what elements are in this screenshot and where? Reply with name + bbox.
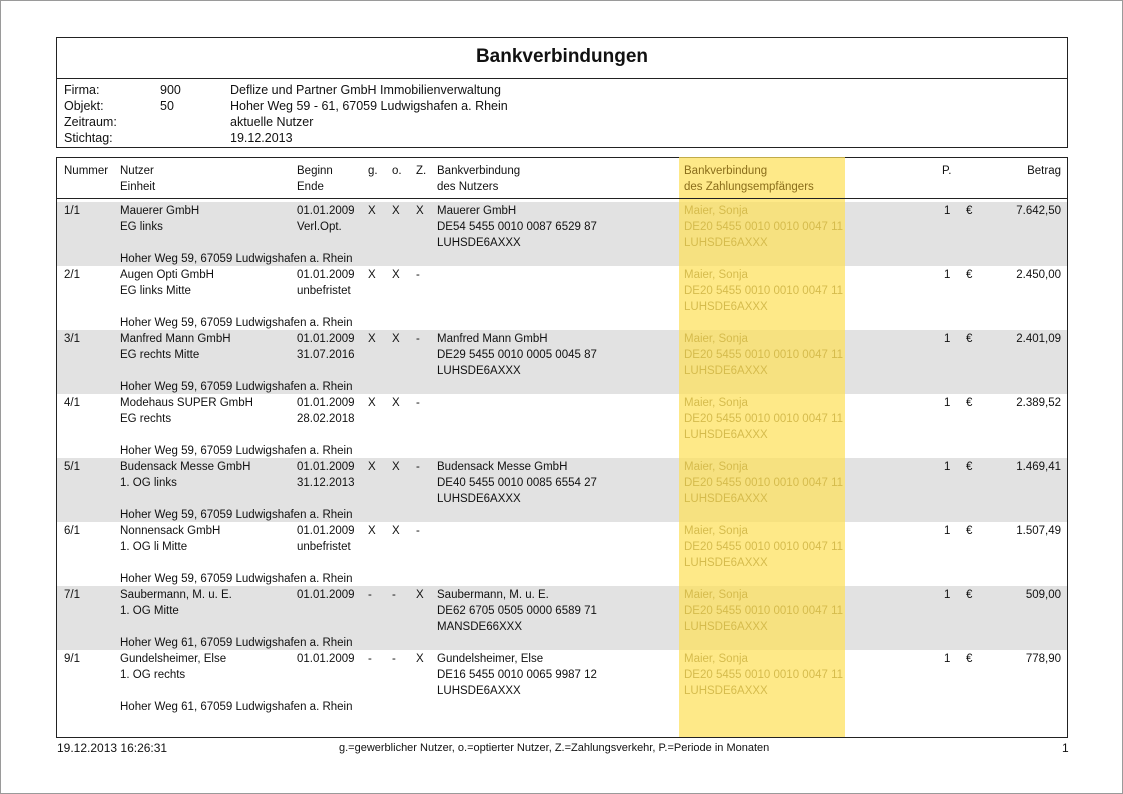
cell-g: X [368, 525, 376, 537]
footer-divider [56, 737, 1068, 738]
cell-o: X [392, 333, 400, 345]
cell-g: X [368, 333, 376, 345]
cell-nummer: 9/1 [64, 653, 80, 665]
cell-nummer: 2/1 [64, 269, 80, 281]
info-value: 19.12.2013 [230, 131, 293, 145]
cell-bank-name: Budensack Messe GmbH [437, 461, 568, 473]
cell-beginn: 01.01.2009 [297, 269, 355, 281]
cell-einheit: EG links [120, 221, 163, 233]
cell-einheit: EG rechts Mitte [120, 349, 200, 361]
info-value: Hoher Weg 59 - 61, 67059 Ludwigshafen a. Rhein [230, 99, 508, 113]
info-label: Firma: [64, 83, 100, 97]
cell-bank-bic: LUHSDE6AXXX [437, 237, 521, 249]
cell-z: X [416, 653, 424, 665]
cell-nutzer: Modehaus SUPER GmbH [120, 397, 253, 409]
header-z: Z. [416, 165, 427, 177]
header-payee-line1: Bankverbindung [684, 165, 768, 177]
cell-einheit: 1. OG rechts [120, 669, 186, 681]
cell-o: - [392, 589, 396, 601]
cell-ende: Verl.Opt. [297, 221, 342, 233]
footer-legend: g.=gewerblicher Nutzer, o.=optierter Nutzer, Z.=Zahlungsverkehr, P.=Periode in Monaten [339, 742, 770, 754]
cell-z: X [416, 589, 424, 601]
info-label: Stichtag: [64, 131, 113, 145]
cell-z: - [416, 269, 420, 281]
cell-nutzer: Mauerer GmbH [120, 205, 200, 217]
cell-o: - [392, 653, 396, 665]
info-code: 900 [160, 83, 181, 97]
cell-betrag: 2.450,00 [1016, 269, 1061, 281]
cell-betrag: 1.469,41 [1016, 461, 1061, 473]
cell-nutzer: Nonnensack GmbH [120, 525, 221, 537]
header-p: P. [942, 165, 952, 177]
cell-nummer: 6/1 [64, 525, 80, 537]
cell-nummer: 3/1 [64, 333, 80, 345]
cell-currency: € [966, 269, 973, 281]
info-code: 50 [160, 99, 174, 113]
cell-o: X [392, 461, 400, 473]
title-divider [57, 78, 1067, 79]
cell-z: - [416, 333, 420, 345]
header-o: o. [392, 165, 402, 177]
table-row [57, 202, 1067, 266]
report-title: Bankverbindungen [475, 46, 649, 67]
header-nummer: Nummer [64, 165, 109, 177]
table-row [57, 586, 1067, 650]
cell-g: - [368, 653, 372, 665]
cell-beginn: 01.01.2009 [297, 589, 355, 601]
cell-g: X [368, 461, 376, 473]
cell-p: 1 [944, 333, 951, 345]
cell-address: Hoher Weg 59, 67059 Ludwigshafen a. Rhein [120, 509, 353, 521]
cell-p: 1 [944, 205, 951, 217]
table-row [57, 650, 1067, 714]
cell-p: 1 [944, 461, 951, 473]
header-payee-line2: des Zahlungsempfängers [684, 181, 814, 193]
cell-betrag: 509,00 [1025, 589, 1061, 601]
cell-address: Hoher Weg 59, 67059 Ludwigshafen a. Rhein [120, 573, 353, 585]
cell-z: - [416, 525, 420, 537]
cell-address: Hoher Weg 61, 67059 Ludwigshafen a. Rhein [120, 637, 353, 649]
cell-bank-bic: MANSDE66XXX [437, 621, 523, 633]
header-beginn: Beginn [297, 165, 333, 177]
cell-nutzer: Saubermann, M. u. E. [120, 589, 232, 601]
cell-bank-bic: LUHSDE6AXXX [437, 365, 521, 377]
cell-z: - [416, 461, 420, 473]
info-row-zeitraum [57, 115, 1067, 131]
cell-p: 1 [944, 397, 951, 409]
cell-g: X [368, 269, 376, 281]
cell-currency: € [966, 333, 973, 345]
table-row [57, 266, 1067, 330]
cell-nummer: 4/1 [64, 397, 80, 409]
header-nutzer: Nutzer [120, 165, 154, 177]
cell-bank-iban: DE16 5455 0010 0065 9987 12 [437, 669, 597, 681]
cell-bank-iban: DE62 6705 0505 0000 6589 71 [437, 605, 597, 617]
cell-z: X [416, 205, 424, 217]
cell-ende: unbefristet [297, 285, 351, 297]
header-g: g. [368, 165, 378, 177]
cell-nutzer: Augen Opti GmbH [120, 269, 214, 281]
cell-nutzer: Gundelsheimer, Else [120, 653, 227, 665]
cell-bank-bic: LUHSDE6AXXX [437, 685, 521, 697]
cell-nummer: 1/1 [64, 205, 80, 217]
cell-currency: € [966, 589, 973, 601]
header-ende: Ende [297, 181, 324, 193]
cell-nutzer: Budensack Messe GmbH [120, 461, 251, 473]
info-label: Objekt: [64, 99, 104, 113]
footer-page-number: 1 [1062, 741, 1069, 755]
cell-currency: € [966, 653, 973, 665]
info-row-stichtag [57, 131, 1067, 147]
cell-bank-name: Mauerer GmbH [437, 205, 517, 217]
header-einheit: Einheit [120, 181, 156, 193]
cell-betrag: 2.401,09 [1016, 333, 1061, 345]
cell-bank-iban: DE54 5455 0010 0087 6529 87 [437, 221, 597, 233]
cell-bank-name: Manfred Mann GmbH [437, 333, 548, 345]
cell-g: - [368, 589, 372, 601]
cell-p: 1 [944, 589, 951, 601]
cell-p: 1 [944, 269, 951, 281]
report-header-box [56, 37, 1068, 148]
cell-currency: € [966, 397, 973, 409]
cell-nutzer: Manfred Mann GmbH [120, 333, 231, 345]
cell-nummer: 7/1 [64, 589, 80, 601]
table-row [57, 522, 1067, 586]
info-row-firma [57, 83, 1067, 99]
cell-beginn: 01.01.2009 [297, 397, 355, 409]
cell-bank-iban: DE29 5455 0010 0005 0045 87 [437, 349, 597, 361]
cell-betrag: 2.389,52 [1016, 397, 1061, 409]
cell-address: Hoher Weg 59, 67059 Ludwigshafen a. Rhein [120, 317, 353, 329]
cell-currency: € [966, 461, 973, 473]
cell-einheit: 1. OG links [120, 477, 177, 489]
cell-address: Hoher Weg 59, 67059 Ludwigshafen a. Rhein [120, 253, 353, 265]
cell-beginn: 01.01.2009 [297, 525, 355, 537]
cell-o: X [392, 525, 400, 537]
cell-o: X [392, 269, 400, 281]
cell-address: Hoher Weg 59, 67059 Ludwigshafen a. Rhein [120, 445, 353, 457]
cell-g: X [368, 205, 376, 217]
table-row [57, 458, 1067, 522]
cell-z: - [416, 397, 420, 409]
cell-beginn: 01.01.2009 [297, 333, 355, 345]
cell-address: Hoher Weg 61, 67059 Ludwigshafen a. Rhein [120, 701, 353, 713]
info-row-objekt [57, 99, 1067, 115]
cell-address: Hoher Weg 59, 67059 Ludwigshafen a. Rhein [120, 381, 353, 393]
header-bank-line1: Bankverbindung [437, 165, 521, 177]
cell-beginn: 01.01.2009 [297, 461, 355, 473]
header-divider [56, 198, 1068, 199]
cell-betrag: 778,90 [1025, 653, 1061, 665]
cell-bank-bic: LUHSDE6AXXX [437, 493, 521, 505]
cell-currency: € [966, 205, 973, 217]
cell-ende: unbefristet [297, 541, 351, 553]
info-value: aktuelle Nutzer [230, 115, 314, 129]
table-row [57, 330, 1067, 394]
cell-einheit: EG rechts [120, 413, 172, 425]
header-bank-line2: des Nutzers [437, 181, 499, 193]
cell-betrag: 7.642,50 [1016, 205, 1061, 217]
cell-betrag: 1.507,49 [1016, 525, 1061, 537]
cell-g: X [368, 397, 376, 409]
cell-p: 1 [944, 525, 951, 537]
cell-nummer: 5/1 [64, 461, 80, 473]
cell-einheit: EG links Mitte [120, 285, 191, 297]
cell-o: X [392, 397, 400, 409]
cell-ende: 31.12.2013 [297, 477, 355, 489]
info-label: Zeitraum: [64, 115, 117, 129]
cell-einheit: 1. OG Mitte [120, 605, 179, 617]
cell-bank-iban: DE40 5455 0010 0085 6554 27 [437, 477, 597, 489]
cell-ende: 31.07.2016 [297, 349, 355, 361]
cell-bank-name: Saubermann, M. u. E. [437, 589, 549, 601]
cell-currency: € [966, 525, 973, 537]
cell-beginn: 01.01.2009 [297, 205, 355, 217]
footer-timestamp: 19.12.2013 16:26:31 [57, 741, 168, 755]
cell-beginn: 01.01.2009 [297, 653, 355, 665]
cell-bank-name: Gundelsheimer, Else [437, 653, 544, 665]
info-value: Deflize und Partner GmbH Immobilienverwaltung [230, 83, 501, 97]
payee-column-highlight [679, 157, 845, 737]
table-row [57, 394, 1067, 458]
cell-o: X [392, 205, 400, 217]
header-betrag: Betrag [1027, 165, 1061, 177]
cell-einheit: 1. OG li Mitte [120, 541, 188, 553]
cell-p: 1 [944, 653, 951, 665]
cell-ende: 28.02.2018 [297, 413, 355, 425]
